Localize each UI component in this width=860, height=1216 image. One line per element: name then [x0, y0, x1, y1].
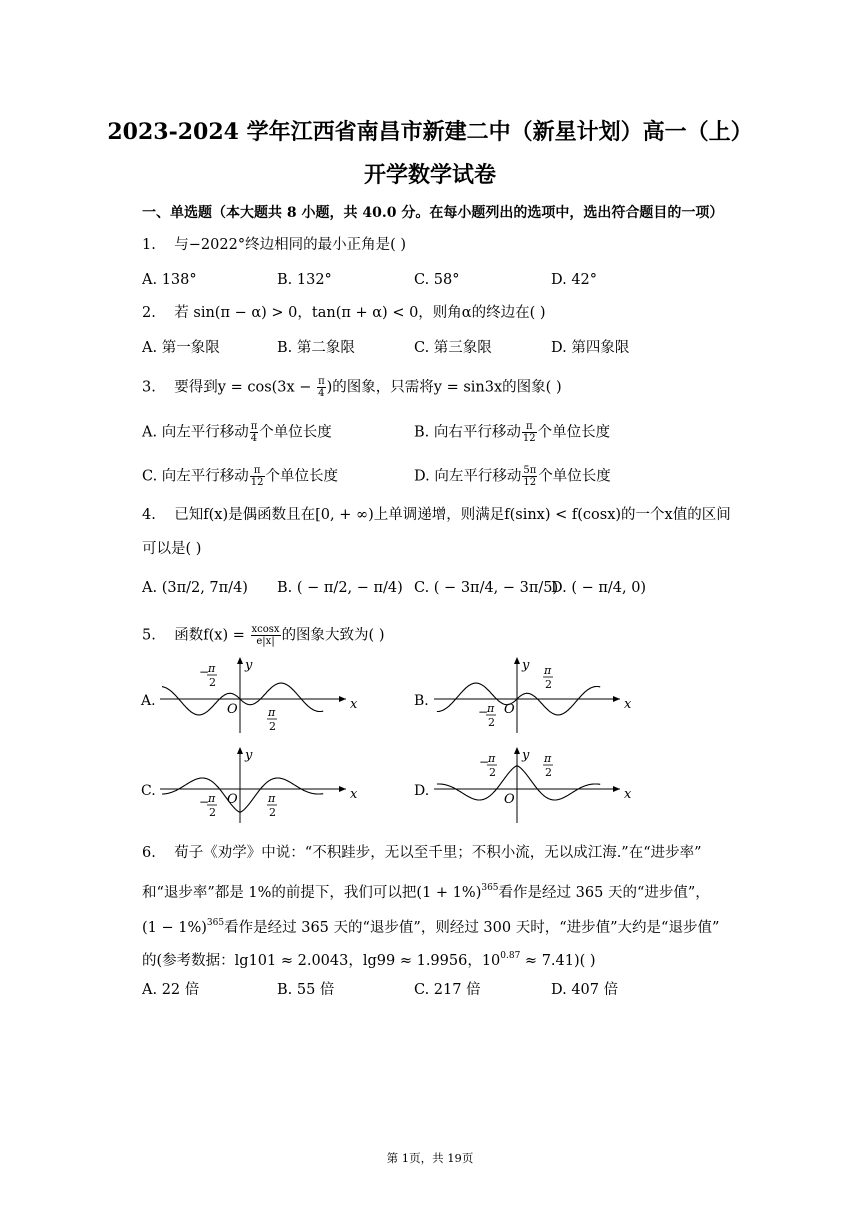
option-c[interactable]: C. ( − 3π/4, − 3π/5) [414, 580, 559, 596]
page-subtitle: 开学数学试卷 [363, 162, 496, 188]
option-a[interactable]: A. 向左平行移动 $\frac{\pi}{4}$ 个单位长度 [142, 421, 332, 444]
fraction: $\frac{\pi}{12}$ [250, 465, 264, 488]
question-number: 6. [142, 845, 156, 861]
tick-label-left [199, 792, 217, 819]
tick-label-left [543, 664, 553, 691]
option-a[interactable]: A. 138° [142, 272, 197, 288]
y-axis-arrow-icon [237, 747, 243, 754]
y-axis-label: y [522, 748, 530, 763]
question-number: 1. [142, 237, 156, 253]
question-number: 4. [142, 507, 156, 523]
graph-a[interactable] [158, 655, 358, 735]
svg-text:−: − [478, 705, 489, 719]
question-stem: 与−2022°终边相同的最小正角是( ) [174, 237, 407, 253]
graph-label-c[interactable]: C. [141, 783, 156, 799]
question-stem: 若 sin(π − α) > 0，tan(π + α) < 0，则角α的终边在( ) [174, 305, 546, 321]
svg-text:π: π [487, 702, 495, 715]
question-4 [142, 505, 731, 525]
y-axis-arrow-icon [514, 747, 520, 754]
option-c[interactable]: C. 217 倍 [414, 982, 481, 998]
fraction: $\frac{\pi}{4}$ [250, 421, 258, 444]
graph-label-a[interactable]: A. [141, 693, 156, 709]
x-axis-arrow-icon [613, 696, 620, 702]
graph-label-b[interactable]: B. [414, 693, 429, 709]
svg-text:−: − [199, 795, 210, 809]
svg-text:2: 2 [545, 766, 552, 779]
origin-label: O [504, 792, 515, 807]
x-axis-label: x [624, 787, 632, 802]
option-c[interactable]: C. 第三象限 [414, 340, 492, 356]
y-axis-label: y [522, 658, 530, 673]
svg-text:2: 2 [209, 676, 216, 689]
question-stem: 荀子《劝学》中说：“不积跬步，无以至千里；不积小流，无以成江海.”在“进步率” [174, 845, 702, 861]
question-number: 3. [142, 379, 156, 396]
svg-text:2: 2 [488, 716, 495, 729]
question-stem: 函数f(x) = [174, 627, 250, 644]
function-curve [162, 778, 323, 812]
fraction: $\frac{xcosx}{e|x|}$ [251, 624, 280, 647]
svg-text:π: π [544, 664, 552, 677]
svg-text:2: 2 [269, 720, 276, 733]
question-2 [142, 303, 546, 323]
svg-text:π: π [544, 752, 552, 765]
fraction: $\frac{\pi}{12}$ [522, 421, 536, 444]
option-d[interactable]: D. 407 倍 [551, 982, 619, 998]
svg-text:2: 2 [269, 806, 276, 819]
y-axis-label: y [245, 658, 253, 673]
svg-text:π: π [268, 706, 276, 719]
svg-text:2: 2 [209, 806, 216, 819]
svg-text:π: π [208, 662, 216, 675]
fraction: $\frac{5\pi}{12}$ [523, 465, 537, 488]
graph-c[interactable] [158, 745, 358, 830]
question-5: 5. 函数f(x) = $\frac{xcosx}{e|x|}$ 的图象大致为( ) [142, 624, 385, 647]
option-d[interactable]: D. 第四象限 [551, 340, 630, 356]
x-axis-arrow-icon [339, 786, 346, 792]
y-axis-arrow-icon [514, 657, 520, 664]
tick-label-left [199, 662, 217, 689]
option-a[interactable]: A. 22 倍 [142, 982, 200, 998]
tick-label-left [479, 752, 497, 779]
origin-label: O [227, 702, 238, 717]
question-stem-line-2: 和“退步率”都是 1%的前提下，我们可以把$(1 + 1\%)^{365}$看作是经过 365 天的“进步值”， [142, 883, 710, 901]
question-1 [142, 235, 406, 255]
section-heading: 一、单选题（本大题共 8 小题，共 40.0 分。在每小题列出的选项中，选出符合题目的一项） [142, 205, 724, 221]
question-stem: 要得到y = cos(3x − [174, 379, 317, 396]
option-d[interactable]: D. 向左平行移动 $\frac{5\pi}{12}$ 个单位长度 [414, 465, 611, 488]
tick-label-right [478, 702, 496, 729]
graph-d[interactable] [432, 745, 632, 830]
option-b[interactable]: B. 向右平行移动 $\frac{\pi}{12}$ 个单位长度 [414, 421, 611, 444]
x-axis-label: x [624, 697, 632, 712]
option-b[interactable]: B. 132° [277, 272, 332, 288]
question-stem: 已知f(x)是偶函数且在[0, + ∞)上单调递增，则满足f(sinx) < f(cosx)的一个x值的区间 [174, 507, 731, 523]
option-a[interactable]: A. (3π/2, 7π/4) [142, 580, 248, 596]
y-axis-label: y [245, 748, 253, 763]
option-d[interactable]: D. ( − π/4, 0) [551, 580, 647, 596]
y-axis-arrow-icon [237, 657, 243, 664]
option-b[interactable]: B. 55 倍 [277, 982, 335, 998]
svg-text:2: 2 [489, 766, 496, 779]
origin-label: O [227, 792, 238, 807]
function-curve [437, 766, 600, 800]
tick-label-right [267, 792, 277, 819]
question-stem-continued: 可以是( ) [142, 541, 202, 557]
svg-text:−: − [479, 755, 490, 769]
question-stem-line-4: 的(参考数据：lg101 ≈ 2.0043，lg99 ≈ 1.9956，$10^{0.87} \approx 7.41$)( ) [142, 951, 596, 969]
question-stem-line-3: $(1 - 1\%)^{365}$看作是经过 365 天的“退步值”，则经过 300 天时，“进步值”大约是“退步值” [142, 918, 720, 936]
question-number: 2. [142, 305, 156, 321]
tick-label-right [267, 706, 277, 733]
graph-b[interactable] [432, 655, 632, 735]
question-3: 3. 要得到y = cos(3x − $\frac{\pi}{4}$ )的图象，只需将y = sin3x的图象( ) [142, 376, 562, 399]
svg-text:2: 2 [545, 678, 552, 691]
tick-label-right [543, 752, 553, 779]
graph-label-d[interactable]: D. [414, 783, 430, 799]
origin-label: O [504, 702, 515, 717]
option-a[interactable]: A. 第一象限 [142, 340, 220, 356]
svg-text:−: − [199, 665, 210, 679]
x-axis-arrow-icon [339, 696, 346, 702]
svg-text:π: π [268, 792, 276, 805]
option-c[interactable]: C. 向左平行移动 $\frac{\pi}{12}$ 个单位长度 [142, 465, 339, 488]
option-d[interactable]: D. 42° [551, 272, 598, 288]
svg-text:π: π [208, 792, 216, 805]
svg-text:π: π [488, 752, 496, 765]
question-number: 5. [142, 627, 156, 644]
page-title: 2023-2024 学年江西省南昌市新建二中（新星计划）高一（上） [107, 119, 753, 145]
page-footer: 第 1页，共 19页 [386, 1151, 474, 1165]
option-c[interactable]: C. 58° [414, 272, 460, 288]
x-axis-label: x [350, 787, 358, 802]
x-axis-label: x [350, 697, 358, 712]
x-axis-arrow-icon [613, 786, 620, 792]
option-b[interactable]: B. 第二象限 [277, 340, 355, 356]
question-6 [142, 843, 702, 863]
fraction: $\frac{\pi}{4}$ [318, 376, 325, 399]
option-b[interactable]: B. ( − π/2, − π/4) [277, 580, 403, 596]
